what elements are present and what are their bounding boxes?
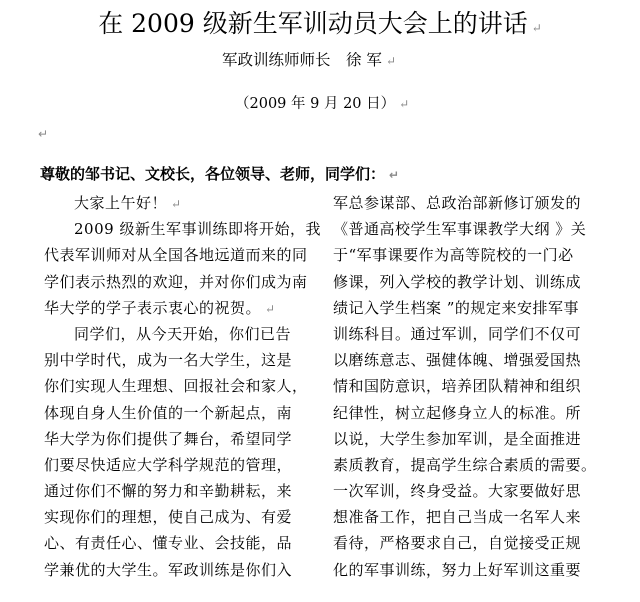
text-line: 们要尽快适应大学科学规范的管理，	[44, 455, 293, 474]
author-byline	[222, 48, 396, 70]
text-line: 想准备工作，把自己当成一名军人来	[333, 508, 582, 527]
line-text: 大家上午好！	[74, 194, 168, 212]
text-line: 于“军事课要作为高等院校的一门必	[333, 246, 574, 265]
text-line: 体现自身人生价值的一个新起点，南	[44, 403, 293, 422]
text-line: 学兼优的大学生。军政训练是你们入	[44, 560, 293, 579]
text-line: 同学们，从今天开始，你们已告	[74, 324, 292, 343]
text-line: 实现你们的理想，使自己成为、有爱	[44, 508, 293, 527]
salutation	[40, 163, 399, 184]
text-line	[44, 190, 314, 216]
text-line: 情和国防意识，培养团队精神和组织	[333, 377, 582, 396]
text-line: 《普通高校学生军事课教学大纲 》关	[333, 220, 587, 239]
text-line: 心、有责任心、懂专业、会技能，品	[44, 534, 293, 553]
text-line: 一次军训，终身受益。大家要做好思	[333, 482, 582, 501]
text-line: 修课，列入学校的教学计划、训练成	[333, 272, 582, 291]
title-text: 在 2009 级新生军训动员大会上的讲话	[98, 9, 528, 38]
right-column	[333, 190, 603, 583]
text-line: 学们表示热烈的欢迎，并对你们成为南	[44, 272, 308, 291]
paragraph-mark-icon: ↵	[399, 97, 410, 111]
text-line: 代表军训师对从全国各地远道而来的同	[44, 246, 308, 265]
text-line: 化的军事训练，努力上好军训这重要	[333, 560, 582, 579]
text-line: 你们实现人生理想、回报社会和家人，	[44, 377, 308, 396]
paragraph-mark-icon: ↵	[389, 168, 400, 182]
paragraph-mark-icon: ↵	[171, 197, 182, 211]
text-line: 别中学时代，成为一名大学生，这是	[44, 351, 293, 370]
paragraph-mark-icon: ↵	[265, 301, 276, 316]
text-line: 纪律性，树立起修身立人的标准。所	[333, 403, 582, 422]
text-line: 绩记入学生档案 ”的规定来安排军事	[333, 298, 579, 317]
text-line: 素质教育，提高学生综合素质的需要。	[333, 455, 597, 474]
text-line: 训练科目。通过军训，同学们不仅可	[333, 324, 582, 343]
text-line: 看待，严格要求自己，自觉接受正规	[333, 534, 582, 553]
date-text: （2009 年 9 月 20 日）	[235, 96, 396, 112]
text-line: 华大学为你们提供了舞台，希望同学	[44, 429, 293, 448]
text-line: 以说，大学生参加军训，是全面推进	[333, 429, 582, 448]
text-line: 通过你们不懈的努力和辛勤耕耘，来	[44, 482, 293, 501]
paragraph-mark-icon: ↵	[531, 21, 542, 35]
text-line	[44, 295, 314, 321]
byline-text: 军政训练师师长 徐 军	[222, 51, 382, 69]
line-text: 华大学的学子表示衷心的祝贺。	[44, 298, 262, 317]
text-line: 军总参谋部、总政治部新修订颁发的	[333, 194, 582, 212]
text-line: 2009 级新生军事训练即将开始，我	[74, 220, 321, 239]
speech-date	[235, 92, 409, 113]
page-title	[0, 4, 640, 40]
paragraph-mark-icon: ↵	[38, 127, 49, 141]
text-line: 以磨练意志、强健体魄、增强爱国热	[333, 351, 582, 370]
left-column	[44, 190, 321, 583]
paragraph-mark-icon: ↵	[385, 54, 396, 68]
salutation-text: 尊敬的邹书记、文校长，各位领导、老师，同学们：	[40, 165, 386, 183]
